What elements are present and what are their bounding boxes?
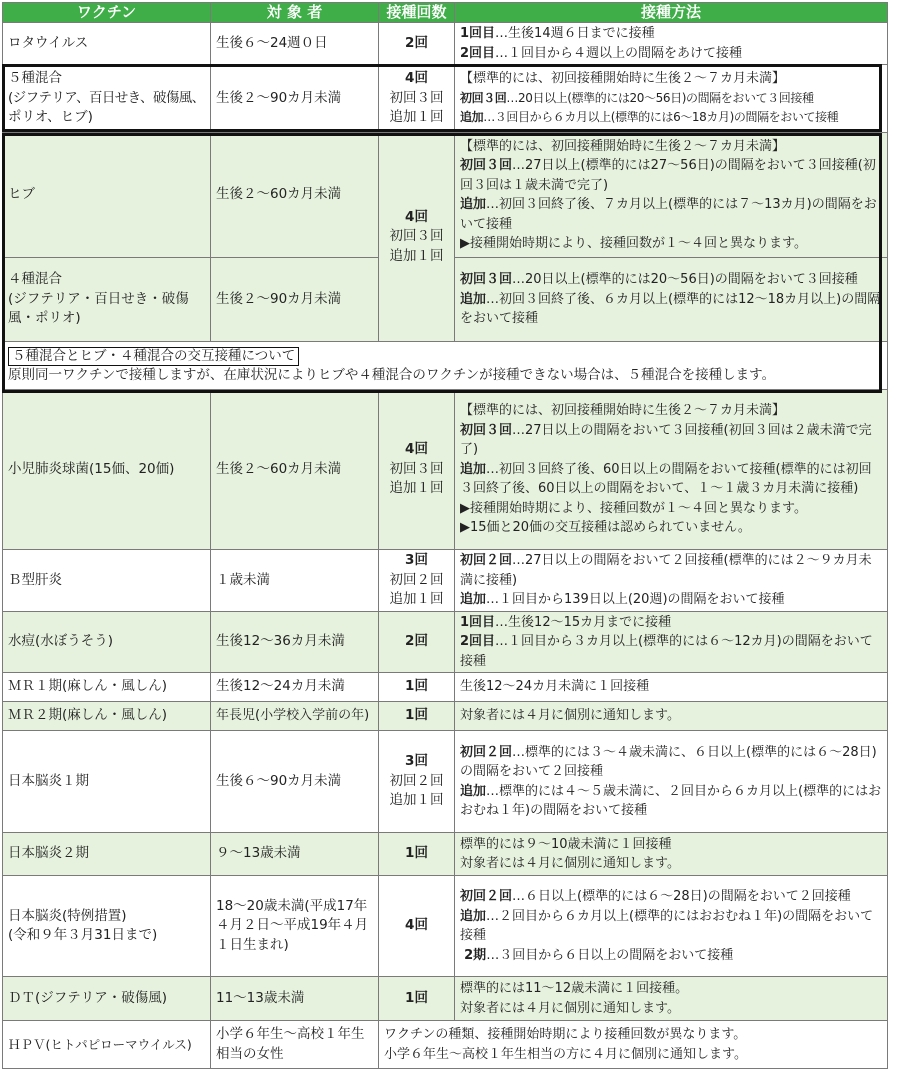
table-row-five-in-one [3,65,888,133]
method-text: …３回目から６日以上の間隔をおいて接種 [486,947,734,963]
method-text: …初回３回終了後、７カ月以上(標準的には７～13カ月)の間隔をおいて接種 [460,197,877,232]
dose-cell [379,731,455,833]
method-text: 対象者には４月に個別に通知します。 [460,1000,680,1016]
dose-count: 2回 [405,633,428,649]
method-text: …27日以上の間隔をおいて３回接種(初回３回は２歳未満で完了) [460,422,872,458]
vaccine-name: 小児肺炎球菌(15価、20価) [3,390,211,550]
vaccine-name-line: ４種混合 [8,271,62,288]
target-group: 年長児(小学校入学前の年) [211,702,379,731]
method-label: 2回目 [460,45,496,61]
table-row-pneumococcal [3,390,888,550]
method-label: 追加 [460,110,484,125]
target-group: 生後２～60カ月未満 [211,133,379,258]
note-body: 原則同一ワクチンで接種しますが、在庫状況によりヒブや４種混合のワクチンが接種できない場合は、５種混合を接種します。 [8,367,776,384]
method-text: …27日以上の間隔をおいて２回接種(標準的には２～９カ月未満に接種) [460,553,872,588]
table-row-japanese-encephalitis-special [3,876,888,977]
vaccine-name: ＨＰＶ(ヒトパピローマウイルス) [3,1021,211,1069]
vaccine-name-line: (ジフテリア、百日せき、破傷風、 [8,89,205,106]
target-group: 生後２～90カ月未満 [211,65,379,133]
vaccine-name-line: 風・ポリオ) [8,310,81,327]
dose-booster: 追加１回 [389,591,444,607]
method-cell [455,731,888,833]
target-group: １歳未満 [211,550,379,612]
method-label: 追加 [460,783,487,799]
dose-initial: 初回３回 [389,228,444,245]
vaccine-name: ＭＲ１期(麻しん・風しん) [3,673,211,702]
dose-cell [379,390,455,550]
method-label: 初回２回 [460,744,513,760]
table-row-japanese-encephalitis-1 [3,731,888,833]
vaccine-name: Ｂ型肝炎 [3,550,211,612]
target-group: ９～13歳未満 [211,833,379,876]
table-row-hepatitis-b [3,550,888,612]
dose-booster: 追加１回 [389,480,444,497]
table-row-mr1 [3,673,888,702]
dose-count: 1回 [405,707,428,724]
method-text: …生後14週６日までに接種 [495,26,655,41]
method-text: …１回目から４週以上の間隔をあけて接種 [495,45,743,61]
dose-count: 4回 [405,208,428,225]
target-group: 11～13歳未満 [211,977,379,1021]
method-label: 1回目 [460,614,496,630]
method-intro: 【標準的には、初回接種開始時に生後２～７カ月未満】 [460,138,786,154]
method-cell [455,23,888,65]
interchange-note [3,342,888,390]
target-group: 生後12～36カ月未満 [211,611,379,673]
dose-initial: 初回３回 [389,89,444,106]
method-cell [455,876,888,977]
vaccine-name: ＭＲ２期(麻しん・風しん) [3,702,211,731]
method-cell [379,1021,888,1069]
vaccination-schedule-table [2,2,888,1069]
dose-cell [379,65,455,133]
method-text: …初回３回終了後、６カ月以上(標準的には12～18カ月以上)の間隔をおいて接種 [460,291,881,327]
dose-initial: 初回３回 [389,460,444,477]
target-group: 生後12～24カ月未満 [211,673,379,702]
target-group: 生後２～60カ月未満 [211,390,379,550]
table-row-mr2 [3,702,888,731]
col-header-doses: 接種回数 [379,3,455,23]
vaccine-name-line: ポリオ、ヒブ) [8,109,93,126]
vaccine-name: ヒブ [3,133,211,258]
table-header-row [3,3,888,23]
method-cell [455,65,888,133]
method-label: 1回目 [460,26,496,41]
method-cell [455,390,888,550]
method-text: 小学６年生～高校１年生相当の方に４月に個別に通知します。 [384,1046,747,1062]
target-group: 18～20歳未満(平成17年４月２日～平成19年４月１日生まれ) [211,876,379,977]
method-label: 追加 [460,461,487,477]
method-label: 2回目 [460,634,496,649]
dose-count: 1回 [405,845,428,862]
dose-count: 2回 [405,34,428,51]
table-row-varicella [3,611,888,673]
method-label: 追加 [460,592,487,607]
vaccine-name-line: 日本脳炎(特例措置) [8,907,127,924]
method-note: ▶接種開始時期により、接種回数が１～４回と異なります。 [460,500,807,516]
method-text: ワクチンの種類、接種開始時期により接種回数が異なります。 [384,1027,747,1042]
method-cell: 生後12～24カ月未満に１回接種 [455,673,888,702]
target-group: 生後２～90カ月未満 [211,258,379,342]
method-text: …生後12～15カ月までに接種 [495,614,672,630]
dose-initial: 初回２回 [389,571,444,588]
vaccine-name [3,258,211,342]
vaccine-name: 日本脳炎１期 [3,731,211,833]
dose-count: 3回 [405,753,428,770]
dose-booster: 追加１回 [389,247,444,264]
table-row-hpv [3,1021,888,1069]
dose-count: 4回 [405,441,428,458]
method-label: 初回３回 [460,272,513,288]
table-row-japanese-encephalitis-2 [3,833,888,876]
dose-booster: 追加１回 [389,109,444,126]
dose-cell [379,550,455,612]
vaccine-name [3,876,211,977]
method-cell [455,550,888,612]
dose-count: 1回 [405,678,428,695]
method-cell [455,833,888,876]
dose-count: 4回 [405,917,428,934]
method-text: …20日以上(標準的には20～56日)の間隔をおいて３回接種 [512,272,858,288]
col-header-target: 対 象 者 [211,3,379,23]
table-row-rota [3,23,888,65]
method-cell [455,977,888,1021]
method-text: …20日以上(標準的には20～56日)の間隔をおいて３回接種 [506,90,814,105]
method-text: …標準的には４～５歳未満に、２回目から６カ月以上(標準的にはおおむね１年)の間隔をおいて接種 [460,783,882,818]
vaccine-name-line: ５種混合 [8,70,62,87]
col-header-vaccine: ワクチン [3,3,211,23]
vaccine-name-line: (令和９年３月31日まで) [8,927,158,943]
method-text: 標準的には11～12歳未満に１回接種。 [460,981,689,996]
method-cell [455,611,888,673]
method-label: 2期 [464,947,487,963]
method-label: 初回３回 [460,90,507,105]
method-note: ▶15価と20価の交互接種は認められていません。 [460,520,751,536]
dose-count: 3回 [405,552,428,568]
method-note: ▶接種開始時期により、接種回数が１～４回と異なります。 [460,236,807,251]
interchange-note-row [3,342,888,390]
method-label: 初回３回 [460,422,513,438]
method-text: …２回目から６カ月以上(標準的にはおおむね１年)の間隔をおいて接種 [460,908,874,943]
vaccine-name: ロタウイルス [3,23,211,65]
target-group: 生後６～24週０日 [211,23,379,65]
method-label: 追加 [460,291,487,307]
dose-initial: 初回２回 [389,772,444,789]
dose-count: 1回 [405,989,428,1006]
method-cell: 対象者には４月に個別に通知します。 [455,702,888,731]
method-text: …27日以上(標準的には27～56日)の間隔をおいて３回接種(初回３回は１歳未満で完了) [460,158,876,193]
dose-count: 4回 [405,70,428,87]
method-label: 初回２回 [460,889,513,904]
method-label: 追加 [460,197,487,212]
col-header-method: 接種方法 [455,3,888,23]
method-text: …初回３回終了後、60日以上の間隔をおいて接種(標準的には初回３回終了後、60日以上の間隔をおいて、１～１歳３カ月未満に接種) [460,461,872,497]
method-text: …１回目から３カ月以上(標準的には６～12カ月)の間隔をおいて接種 [460,634,873,669]
method-cell [455,258,888,342]
vaccine-name-line: (ジフテリア・百日せき・破傷 [8,290,189,307]
vaccine-name: 日本脳炎２期 [3,833,211,876]
method-text: …６日以上(標準的には６～28日)の間隔をおいて２回接種 [512,889,851,904]
method-label: 追加 [460,908,487,924]
dose-cell [379,133,455,342]
dose-booster: 追加１回 [389,792,444,809]
vaccine-name: ＤＴ(ジフテリア・破傷風) [3,977,211,1021]
target-group: 生後６～90カ月未満 [211,731,379,833]
method-cell [455,133,888,258]
method-text: …１回目から139日以上(20週)の間隔をおいて接種 [486,592,785,607]
method-text: …３回目から６カ月以上(標準的には6～18カ月)の間隔をおいて接種 [483,110,839,125]
vaccine-name: 水痘(水ぼうそう) [3,611,211,673]
vaccine-name [3,65,211,133]
method-text: 標準的には９～10歳未満に１回接種 [460,836,672,852]
table-row-hib [3,133,888,258]
method-intro: 【標準的には、初回接種開始時に生後２～７カ月未満】 [460,403,786,419]
note-title: ５種混合とヒブ・４種混合の交互接種について [8,347,299,366]
method-text: …標準的には３～４歳未満に、６日以上(標準的には６～28日)の間隔をおいて２回接種 [460,744,877,779]
target-group: 小学６年生～高校１年生相当の女性 [211,1021,379,1069]
method-intro: 【標準的には、初回接種開始時に生後２～７カ月未満】 [460,71,786,87]
method-label: 初回３回 [460,158,513,173]
table-row-dt [3,977,888,1021]
method-label: 初回２回 [460,553,513,568]
method-text: 対象者には４月に個別に通知します。 [460,856,680,871]
